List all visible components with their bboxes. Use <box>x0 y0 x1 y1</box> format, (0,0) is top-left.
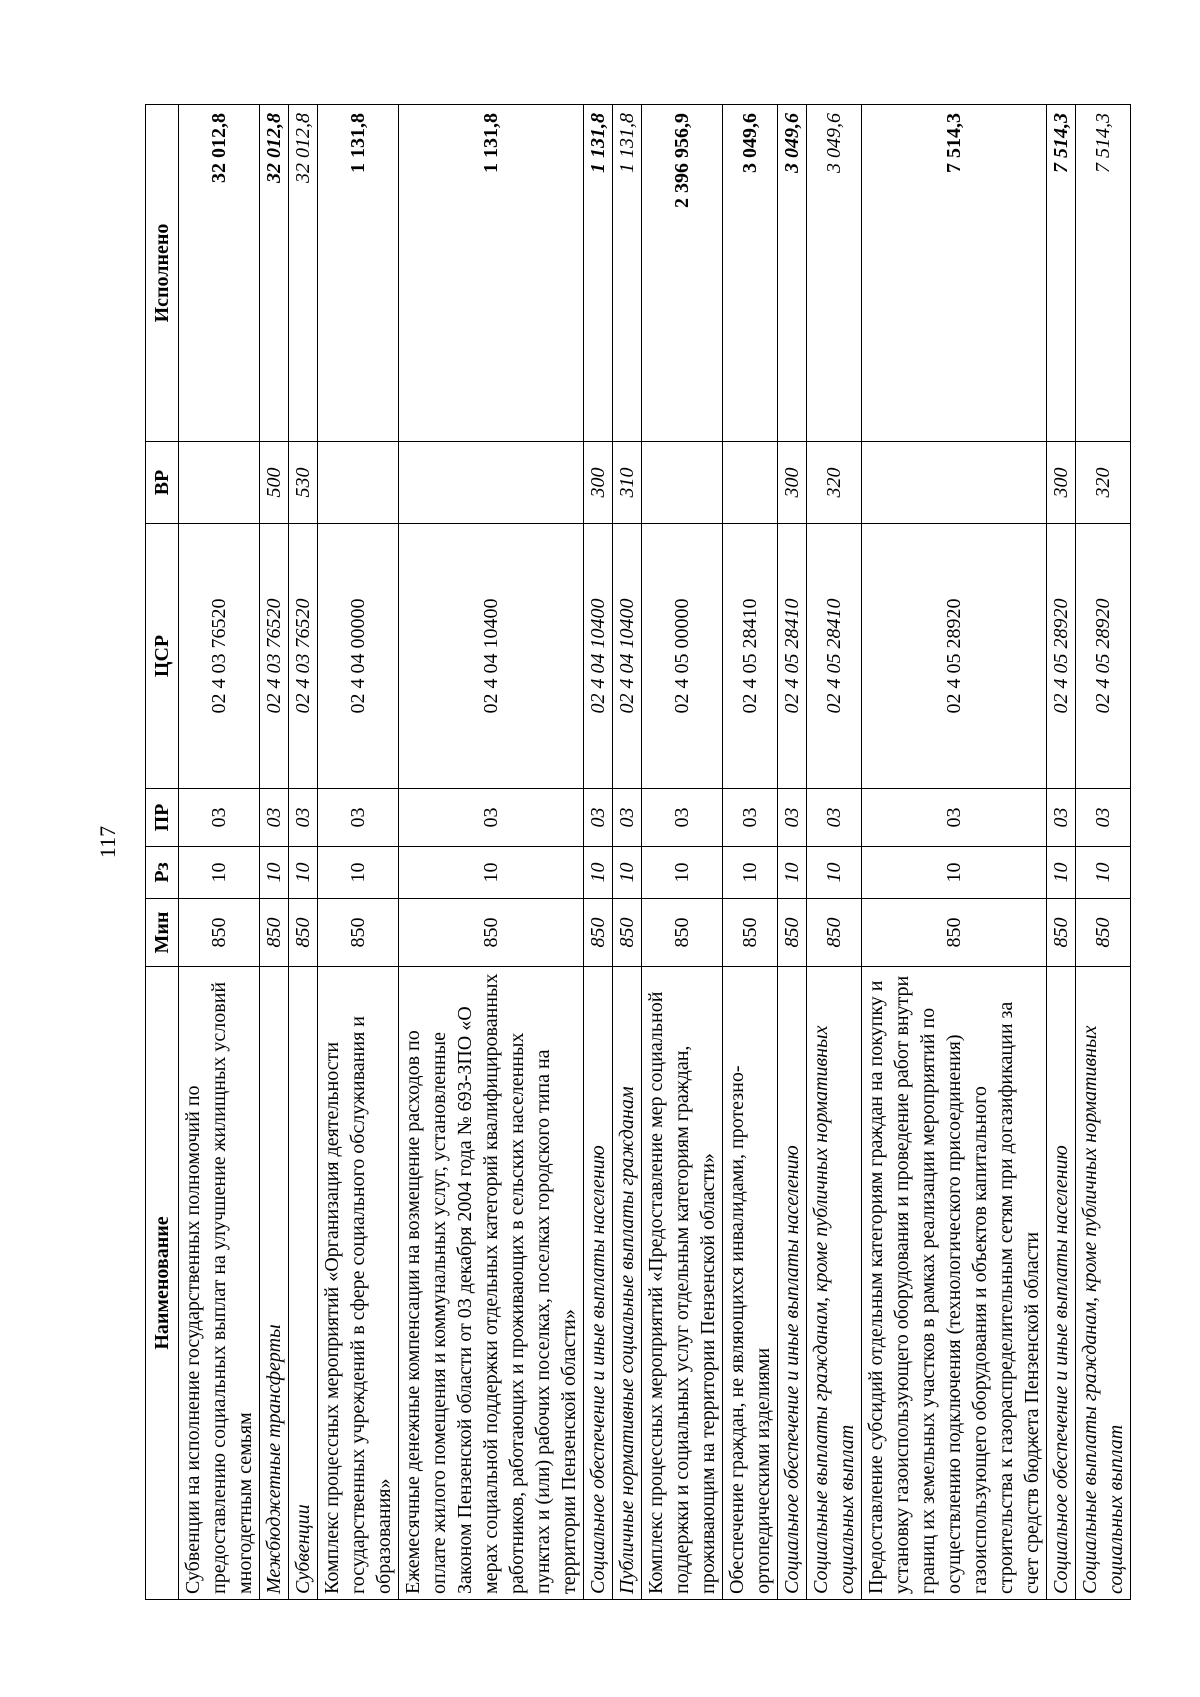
cell-csr: 02 4 05 28920 <box>862 524 1047 789</box>
cell-pr: 03 <box>179 789 260 847</box>
cell-vr <box>862 442 1047 524</box>
cell-min: 850 <box>399 899 584 967</box>
cell-name: Межбюджетные трансферты <box>260 967 289 1600</box>
cell-pr: 03 <box>289 789 318 847</box>
cell-pr: 03 <box>862 789 1047 847</box>
cell-min: 850 <box>778 899 807 967</box>
cell-name: Обеспечение граждан, не являющихся инвалидами, протезно-ортопедическими изделиями <box>723 967 778 1600</box>
table-row <box>1047 105 1076 1600</box>
cell-vr: 300 <box>778 442 807 524</box>
cell-pr: 03 <box>613 789 642 847</box>
table-row <box>260 105 289 1600</box>
cell-vr: 310 <box>613 442 642 524</box>
cell-rz: 10 <box>613 847 642 899</box>
cell-rz: 10 <box>1076 847 1131 899</box>
cell-pr: 03 <box>807 789 862 847</box>
cell-min: 850 <box>862 899 1047 967</box>
cell-executed: 1 131,8 <box>399 105 584 442</box>
cell-vr <box>642 442 723 524</box>
cell-csr: 02 4 03 76520 <box>179 524 260 789</box>
table-body <box>179 105 1131 1600</box>
cell-min: 850 <box>1076 899 1131 967</box>
header-vr: ВР <box>146 442 179 524</box>
cell-vr: 320 <box>1076 442 1131 524</box>
table-row <box>862 105 1047 1600</box>
header-pr: ПР <box>146 789 179 847</box>
table-row <box>1076 105 1131 1600</box>
budget-table <box>145 104 1131 1600</box>
cell-csr: 02 4 04 00000 <box>318 524 399 789</box>
header-name: Наименование <box>146 967 179 1600</box>
table-row <box>584 105 613 1600</box>
cell-min: 850 <box>807 899 862 967</box>
cell-pr: 03 <box>778 789 807 847</box>
cell-vr: 300 <box>1047 442 1076 524</box>
cell-executed: 2 396 956,9 <box>642 105 723 442</box>
cell-min: 850 <box>318 899 399 967</box>
cell-pr: 03 <box>642 789 723 847</box>
cell-min: 850 <box>723 899 778 967</box>
cell-rz: 10 <box>179 847 260 899</box>
cell-rz: 10 <box>862 847 1047 899</box>
cell-vr: 300 <box>584 442 613 524</box>
cell-executed: 1 131,8 <box>318 105 399 442</box>
cell-name: Социальное обеспечение и иные выплаты населению <box>1047 967 1076 1600</box>
cell-pr: 03 <box>399 789 584 847</box>
cell-name: Комплекс процессных мероприятий «Предоставление мер социальной поддержки и социальных услуг отдельным категориям граждан, проживающим на территории Пензенской области» <box>642 967 723 1600</box>
cell-executed: 32 012,8 <box>260 105 289 442</box>
header-min: Мин <box>146 899 179 967</box>
cell-pr: 03 <box>584 789 613 847</box>
table-row <box>179 105 260 1600</box>
cell-vr <box>399 442 584 524</box>
cell-vr: 500 <box>260 442 289 524</box>
cell-name: Ежемесячные денежные компенсации на возмещение расходов по оплате жилого помещения и коммунальных услуг, установленные Законом Пензенской области от 03 декабря 2004 года № 693-ЗПО «О мерах социальной поддержки отдельных категорий квалифицированных работников, работающих и проживающих в сельских населенных пунктах и (или) рабочих поселках, поселках городского типа на территории Пензенской области» <box>399 967 584 1600</box>
table-row <box>723 105 778 1600</box>
cell-name: Предоставление субсидий отдельным категориям граждан на покупку и установку газоиспользующего оборудования и проведение работ внутри границ их земельных участков в рамках реализации мероприятий по осуществлению подключения (технологического присоединения) газоиспользующего оборудования и объектов капитального строительства к газораспределительным сетям при догазификации за счет средств бюджета Пензенской области <box>862 967 1047 1600</box>
cell-pr: 03 <box>260 789 289 847</box>
cell-executed: 3 049,6 <box>723 105 778 442</box>
cell-csr: 02 4 03 76520 <box>289 524 318 789</box>
cell-csr: 02 4 04 10400 <box>613 524 642 789</box>
cell-pr: 03 <box>723 789 778 847</box>
cell-name: Социальные выплаты гражданам, кроме публичных нормативных социальных выплат <box>807 967 862 1600</box>
budget-table-container <box>145 105 1127 1600</box>
cell-min: 850 <box>584 899 613 967</box>
cell-executed: 32 012,8 <box>289 105 318 442</box>
cell-name: Комплекс процессных мероприятий «Организация деятельности государственных учреждений в сфере социального обслуживания и образования» <box>318 967 399 1600</box>
cell-rz: 10 <box>399 847 584 899</box>
cell-csr: 02 4 03 76520 <box>260 524 289 789</box>
cell-rz: 10 <box>584 847 613 899</box>
cell-name: Субвенции <box>289 967 318 1600</box>
cell-rz: 10 <box>642 847 723 899</box>
cell-rz: 10 <box>260 847 289 899</box>
cell-pr: 03 <box>318 789 399 847</box>
header-executed: Исполнено <box>146 105 179 442</box>
cell-name: Публичные нормативные социальные выплаты гражданам <box>613 967 642 1600</box>
cell-executed: 1 131,8 <box>584 105 613 442</box>
table-row <box>613 105 642 1600</box>
cell-csr: 02 4 04 10400 <box>584 524 613 789</box>
cell-rz: 10 <box>289 847 318 899</box>
table-row <box>642 105 723 1600</box>
cell-executed: 7 514,3 <box>1076 105 1131 442</box>
cell-name: Субвенции на исполнение государственных полномочий по предоставлению социальных выплат на улучшение жилищных условий многодетным семьям <box>179 967 260 1600</box>
cell-executed: 3 049,6 <box>778 105 807 442</box>
cell-csr: 02 4 05 00000 <box>642 524 723 789</box>
cell-vr <box>179 442 260 524</box>
cell-min: 850 <box>1047 899 1076 967</box>
cell-rz: 10 <box>1047 847 1076 899</box>
table-row <box>778 105 807 1600</box>
header-rz: Рз <box>146 847 179 899</box>
table-header-row <box>146 105 179 1600</box>
cell-executed: 3 049,6 <box>807 105 862 442</box>
cell-csr: 02 4 05 28410 <box>807 524 862 789</box>
cell-csr: 02 4 05 28410 <box>723 524 778 789</box>
cell-csr: 02 4 05 28920 <box>1047 524 1076 789</box>
table-row <box>289 105 318 1600</box>
cell-min: 850 <box>260 899 289 967</box>
table-row <box>399 105 584 1600</box>
cell-executed: 7 514,3 <box>862 105 1047 442</box>
cell-vr: 320 <box>807 442 862 524</box>
cell-min: 850 <box>613 899 642 967</box>
cell-executed: 7 514,3 <box>1047 105 1076 442</box>
cell-csr: 02 4 04 10400 <box>399 524 584 789</box>
cell-pr: 03 <box>1076 789 1131 847</box>
cell-vr <box>318 442 399 524</box>
cell-rz: 10 <box>778 847 807 899</box>
cell-csr: 02 4 05 28410 <box>778 524 807 789</box>
cell-min: 850 <box>179 899 260 967</box>
cell-vr: 530 <box>289 442 318 524</box>
cell-executed: 1 131,8 <box>613 105 642 442</box>
cell-rz: 10 <box>318 847 399 899</box>
cell-rz: 10 <box>807 847 862 899</box>
cell-min: 850 <box>642 899 723 967</box>
cell-pr: 03 <box>1047 789 1076 847</box>
table-row <box>807 105 862 1600</box>
cell-vr <box>723 442 778 524</box>
cell-rz: 10 <box>723 847 778 899</box>
cell-min: 850 <box>289 899 318 967</box>
cell-name: Социальные выплаты гражданам, кроме публичных нормативных социальных выплат <box>1076 967 1131 1600</box>
cell-name: Социальное обеспечение и иные выплаты населению <box>584 967 613 1600</box>
cell-name: Социальное обеспечение и иные выплаты населению <box>778 967 807 1600</box>
header-csr: ЦСР <box>146 524 179 789</box>
cell-executed: 32 012,8 <box>179 105 260 442</box>
page-number: 117 <box>95 825 120 859</box>
table-row <box>318 105 399 1600</box>
cell-csr: 02 4 05 28920 <box>1076 524 1131 789</box>
